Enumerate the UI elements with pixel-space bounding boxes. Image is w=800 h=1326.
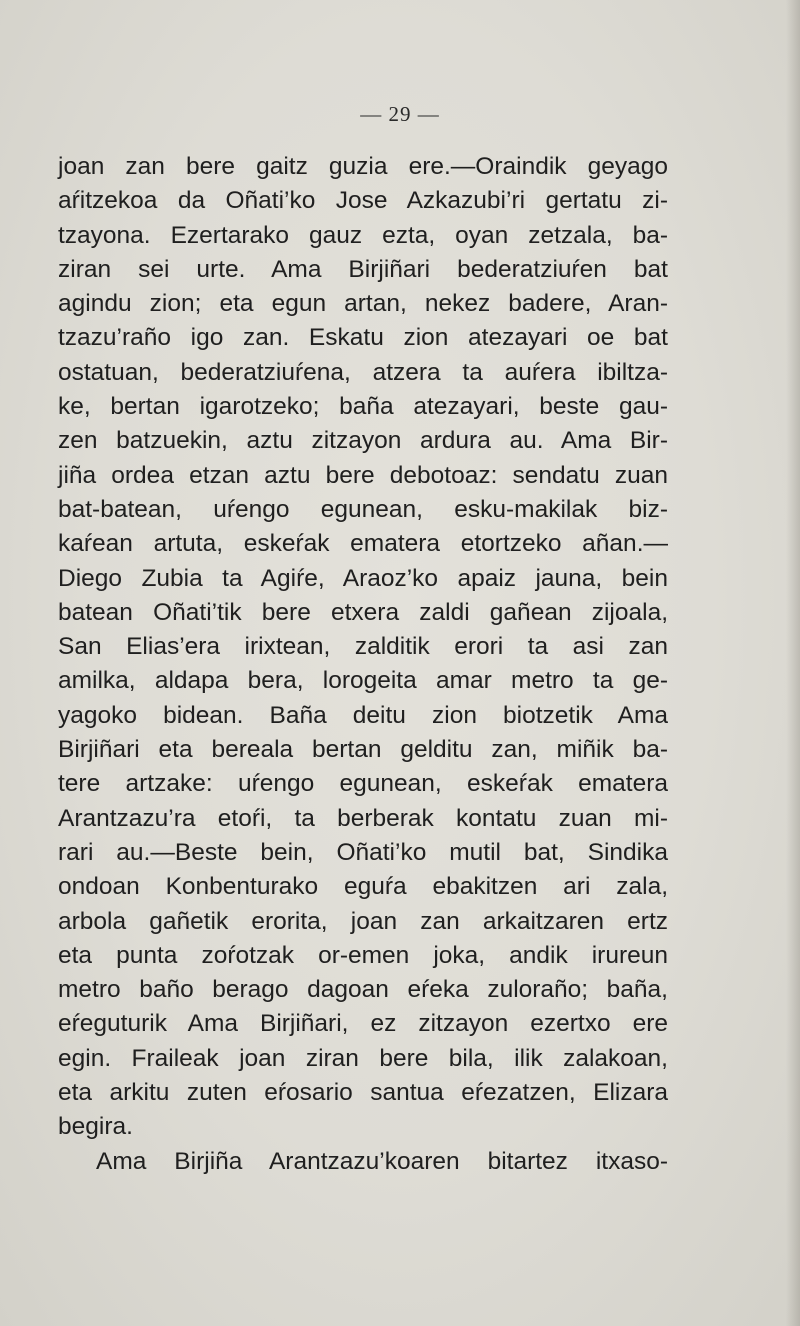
text-line: jiña ordea etzan aztu bere debotoaz: sendatu zuan <box>58 461 668 489</box>
text-line: San Elias’era irixtean, zalditik erori ta asi zan <box>58 633 668 661</box>
text-line: joan zan bere gaitz guzia ere.—Oraindik geyago <box>58 153 668 180</box>
text-line: Diego Zubia ta Agiŕe, Araoz’ko apaiz jauna, bein <box>58 564 668 592</box>
text-line: aŕitzekoa da Oñati’ko Jose Azkazubi’ri gertatu zi- <box>58 187 668 215</box>
text-line: zen batzuekin, aztu zitzayon ardura au. Ama Bir- <box>58 427 668 455</box>
text-line: batean Oñati’tik bere etxera zaldi gañean zijoala, <box>58 598 668 626</box>
text-line: agindu zion; eta egun artan, nekez badere, Aran- <box>58 290 668 318</box>
text-line: rari au.—Beste bein, Oñati’ko mutil bat, Sindika <box>58 838 668 866</box>
text-line: kaŕean artuta, eskeŕak ematera etortzeko añan.— <box>58 530 668 558</box>
text-line: amilka, aldapa bera, lorogeita amar metro ta ge- <box>58 667 668 695</box>
text-line: egin. Fraileak joan ziran bere bila, ilik zalakoan, <box>58 1044 668 1072</box>
text-line: ziran sei urte. Ama Birjiñari bederatziuŕen bat <box>58 255 668 283</box>
page-edge-shadow <box>786 0 800 1326</box>
text-line: ondoan Konbenturako eguŕa ebakitzen ari zala, <box>58 873 668 901</box>
body-text <box>58 150 668 1179</box>
text-line: tzayona. Ezertarako gauz ezta, oyan zetzala, ba- <box>58 221 668 249</box>
paragraph-end-line: begira. <box>58 1113 133 1141</box>
text-line: arbola gañetik erorita, joan zan arkaitzaren ertz <box>58 907 668 935</box>
text-line: Arantzazu’ra etoŕi, ta berberak kontatu zuan mi- <box>58 804 668 832</box>
text-line: ostatuan, bederatziuŕena, atzera ta auŕera ibiltza- <box>58 358 668 386</box>
text-line: Birjiñari eta bereala bertan gelditu zan, miñik ba- <box>58 736 668 764</box>
text-line: bat-batean, uŕengo egunean, esku-makilak biz- <box>58 495 668 523</box>
text-line: tere artzake: uŕengo egunean, eskeŕak ematera <box>58 770 668 798</box>
text-line: eŕeguturik Ama Birjiñari, ez zitzayon ezertxo ere <box>58 1010 668 1038</box>
text-line: yagoko bidean. Baña deitu zion biotzetik Ama <box>58 701 668 729</box>
text-line: eta punta zoŕotzak or-emen joka, andik irureun <box>58 941 668 969</box>
text-line: tzazu’raño igo zan. Eskatu zion atezayari oe bat <box>58 324 668 352</box>
text-line: metro baño berago dagoan eŕeka zuloraño; baña, <box>58 976 668 1004</box>
text-line: ke, bertan igarotzeko; baña atezayari, beste gau- <box>58 393 668 421</box>
page-number: — 29 — <box>360 102 440 126</box>
paragraph-start-line: Ama Birjiña Arantzazu’koaren bitartez itxaso- <box>96 1147 668 1175</box>
text-line: eta arkitu zuten eŕosario santua eŕezatzen, Elizara <box>58 1079 668 1107</box>
